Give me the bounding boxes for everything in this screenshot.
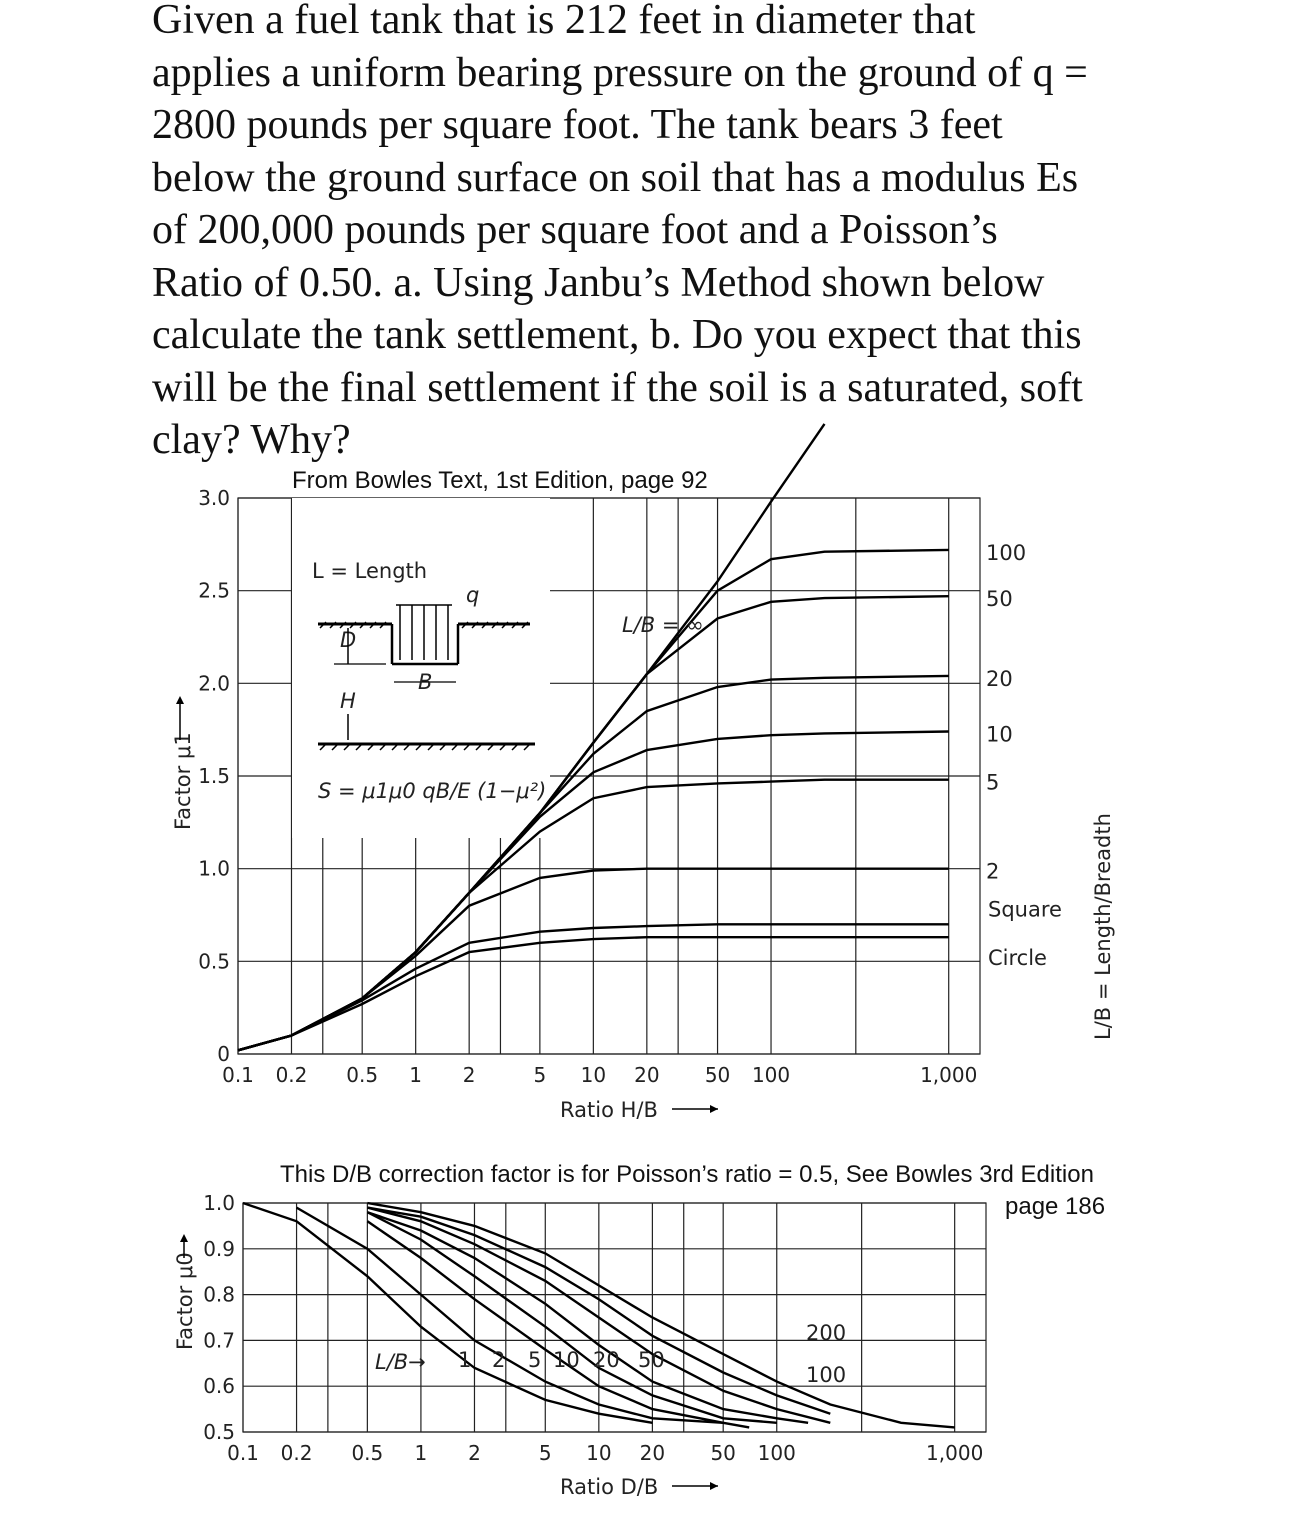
y-tick-label: 1.0 — [203, 1191, 235, 1215]
series-label: Square — [988, 897, 1062, 922]
chart2-ylabel: Factor μ0 — [173, 1252, 197, 1350]
chart1-legend-title: L/B = Length/Breadth — [1091, 813, 1115, 1040]
x-tick-label: 2 — [468, 1441, 481, 1465]
x-tick-label: 1 — [414, 1441, 428, 1465]
chart2-lb-label: L/B→ — [375, 1350, 426, 1374]
x-tick-label: 0.2 — [275, 1063, 308, 1087]
x-tick-label: 0.5 — [351, 1441, 384, 1465]
series-label: 20 — [986, 666, 1013, 691]
problem-line: clay? Why? — [152, 417, 351, 463]
problem-line: 2800 pounds per square foot. The tank bears 3 feet — [152, 102, 1003, 148]
problem-line: Ratio of 0.50. a. Using Janbu’s Method shown below — [152, 259, 1045, 306]
x-tick-label: 5 — [538, 1441, 552, 1465]
problem-line: Given a fuel tank that is 212 feet in diameter that — [152, 0, 976, 43]
y-tick-label: 2.5 — [198, 578, 230, 603]
y-tick-label: 0.7 — [203, 1328, 235, 1353]
series-label: L/B = ∞ — [622, 613, 704, 637]
series-label: 5 — [986, 770, 1000, 795]
series-label: 20 — [593, 1348, 620, 1372]
x-tick-label: 50 — [710, 1441, 736, 1465]
x-tick-label: 1,000 — [926, 1441, 984, 1465]
problem-line: below the ground surface on soil that has a modulus Es — [152, 154, 1079, 201]
problem-line: of 200,000 pounds per square foot and a Poisson’s — [152, 207, 998, 253]
y-tick-label: 1.0 — [198, 856, 230, 881]
x-tick-label: 100 — [751, 1063, 791, 1087]
y-tick-label: 1.5 — [198, 764, 230, 788]
chart2-title-line2: page 186 — [1005, 1193, 1106, 1220]
y-tick-label: 0.5 — [198, 949, 230, 974]
series-label: 2 — [492, 1348, 506, 1372]
y-tick-label: 0 — [217, 1042, 230, 1066]
x-tick-label: 100 — [757, 1441, 796, 1465]
x-tick-label: 0.2 — [280, 1441, 313, 1465]
chart2-xlabel: Ratio D/B — [560, 1475, 659, 1499]
series-label: 200 — [806, 1321, 847, 1345]
inset-d-label: D — [340, 628, 357, 652]
x-tick-label: 0.1 — [227, 1441, 259, 1465]
series-label: 100 — [806, 1363, 847, 1387]
inset-diagram — [292, 498, 550, 838]
chart1-xlabel: Ratio H/B — [560, 1098, 658, 1122]
inset-h-label: H — [340, 689, 356, 713]
series-label: 100 — [986, 540, 1027, 565]
inset-length-label: L = Length — [312, 559, 428, 583]
x-tick-label: 5 — [533, 1063, 547, 1087]
x-tick-label: 20 — [639, 1441, 666, 1465]
x-tick-label: 0.1 — [222, 1063, 254, 1087]
x-tick-label: 1,000 — [920, 1063, 978, 1087]
series-label: 10 — [553, 1348, 580, 1372]
x-tick-label: 10 — [580, 1063, 607, 1087]
y-tick-label: 3.0 — [198, 486, 230, 510]
y-tick-label: 2.0 — [198, 671, 230, 696]
y-tick-label: 0.6 — [203, 1374, 235, 1399]
series-label: 50 — [638, 1348, 665, 1372]
x-tick-label: 50 — [704, 1063, 731, 1087]
chart1-ylabel: Factor μ1 — [171, 732, 195, 830]
y-tick-label: 0.8 — [203, 1282, 235, 1307]
x-tick-label: 1 — [409, 1063, 423, 1087]
series-label: 5 — [528, 1348, 542, 1372]
problem-line: calculate the tank settlement, b. Do you expect that this — [152, 312, 1082, 358]
x-tick-label: 20 — [634, 1063, 660, 1087]
problem-line: will be the final settlement if the soil is a saturated, soft — [152, 364, 1083, 411]
y-tick-label: 0.9 — [203, 1236, 235, 1261]
series-label: 10 — [986, 722, 1013, 747]
series-label: 50 — [986, 587, 1013, 612]
series-label: Circle — [988, 946, 1047, 971]
inset-formula: S = μ1μ0 qB/E (1−μ²) — [318, 779, 547, 803]
inset-b-label: B — [418, 670, 433, 694]
x-tick-label: 0.5 — [346, 1063, 379, 1087]
series-label: 2 — [986, 859, 1000, 884]
inset-q-label: q — [466, 583, 480, 607]
y-tick-label: 0.5 — [203, 1420, 235, 1444]
problem-line: applies a uniform bearing pressure on the ground of q = — [152, 49, 1088, 96]
x-tick-label: 2 — [462, 1063, 476, 1087]
x-tick-label: 10 — [586, 1441, 612, 1465]
chart1-title: From Bowles Text, 1st Edition, page 92 — [292, 467, 708, 494]
chart2-title: This D/B correction factor is for Poisson’s ratio = 0.5, See Bowles 3rd Edition — [280, 1161, 1094, 1188]
series-label: 1 — [458, 1348, 472, 1372]
